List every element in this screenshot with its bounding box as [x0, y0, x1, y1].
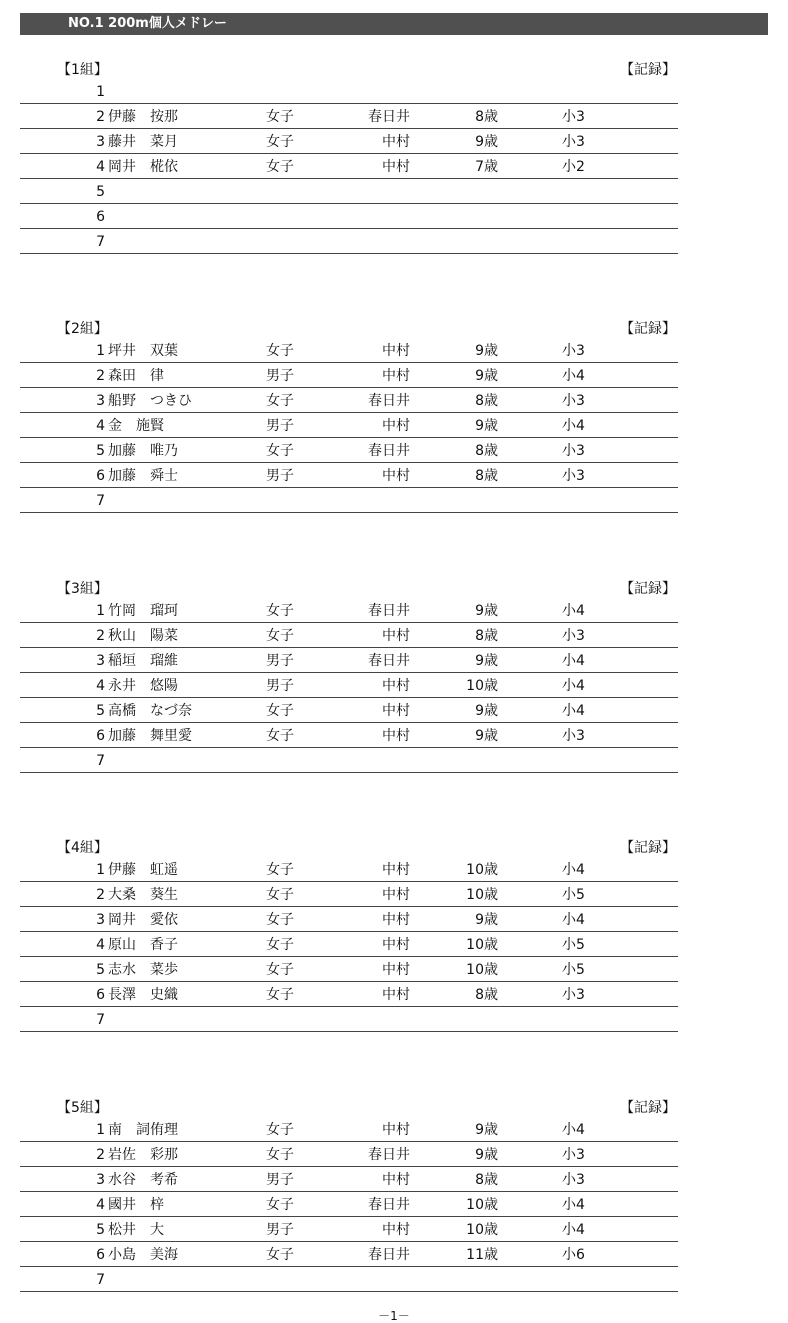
gender: 男子 — [266, 368, 294, 384]
table-row — [0, 154, 788, 179]
gender: 女子 — [266, 343, 294, 359]
group-label: 【5組】 — [57, 1100, 108, 1116]
table-row — [0, 1192, 788, 1217]
swimmer-name: 船野 つきひ — [108, 393, 192, 409]
gender: 女子 — [266, 887, 294, 903]
club: 春日井 — [368, 653, 410, 669]
swimmer-name: 志水 菜歩 — [108, 962, 178, 978]
grade: 小6 — [562, 1247, 585, 1263]
gender: 女子 — [266, 703, 294, 719]
lane-number: 3 — [96, 393, 105, 409]
lane-number: 6 — [96, 468, 105, 484]
lane-number: 3 — [96, 134, 105, 150]
table-row — [0, 907, 788, 932]
gender: 女子 — [266, 1122, 294, 1138]
grade: 小3 — [562, 987, 585, 1003]
lane-number: 5 — [96, 184, 105, 200]
grade: 小3 — [562, 1147, 585, 1163]
lane-number: 3 — [96, 653, 105, 669]
swimmer-name: 加藤 唯乃 — [108, 443, 178, 459]
group-label: 【1組】 — [57, 62, 108, 78]
lane-number: 4 — [96, 159, 105, 175]
gender: 女子 — [266, 912, 294, 928]
age: 9歳 — [475, 703, 498, 719]
table-row — [0, 388, 788, 413]
grade: 小3 — [562, 343, 585, 359]
table-row — [0, 1167, 788, 1192]
club: 中村 — [382, 418, 410, 434]
club: 中村 — [382, 368, 410, 384]
age: 10歳 — [466, 678, 498, 694]
age: 8歳 — [475, 393, 498, 409]
grade: 小4 — [562, 862, 585, 878]
gender: 男子 — [266, 1172, 294, 1188]
swimmer-name: 金 施賢 — [108, 418, 164, 434]
lane-number: 1 — [96, 343, 105, 359]
swimmer-name: 長澤 史織 — [108, 987, 178, 1003]
lane-number: 2 — [96, 109, 105, 125]
grade: 小3 — [562, 134, 585, 150]
grade: 小3 — [562, 1172, 585, 1188]
age: 10歳 — [466, 887, 498, 903]
table-row — [0, 1242, 788, 1267]
age: 10歳 — [466, 937, 498, 953]
table-row — [0, 882, 788, 907]
swimmer-name: 小島 美海 — [108, 1247, 178, 1263]
row-divider — [20, 253, 678, 254]
age: 8歳 — [475, 443, 498, 459]
lane-number: 2 — [96, 1147, 105, 1163]
gender: 男子 — [266, 1222, 294, 1238]
lane-number: 1 — [96, 603, 105, 619]
row-divider — [20, 1031, 678, 1032]
grade: 小3 — [562, 443, 585, 459]
age: 10歳 — [466, 862, 498, 878]
lane-number: 7 — [96, 234, 105, 250]
lane-number: 7 — [96, 753, 105, 769]
age: 9歳 — [475, 728, 498, 744]
club: 中村 — [382, 468, 410, 484]
table-row — [0, 623, 788, 648]
club: 中村 — [382, 862, 410, 878]
club: 中村 — [382, 962, 410, 978]
swimmer-name: 秋山 陽菜 — [108, 628, 178, 644]
club: 中村 — [382, 887, 410, 903]
grade: 小5 — [562, 937, 585, 953]
club: 春日井 — [368, 1197, 410, 1213]
swimmer-name: 國井 梓 — [108, 1197, 164, 1213]
swimmer-name: 原山 香子 — [108, 937, 178, 953]
lane-number: 1 — [96, 1122, 105, 1138]
table-row — [0, 229, 788, 254]
table-row — [0, 857, 788, 882]
grade: 小4 — [562, 703, 585, 719]
swimmer-name: 藤井 菜月 — [108, 134, 178, 150]
lane-number: 6 — [96, 987, 105, 1003]
lane-number: 5 — [96, 703, 105, 719]
club: 中村 — [382, 343, 410, 359]
gender: 女子 — [266, 109, 294, 125]
record-label: 【記録】 — [620, 1100, 676, 1116]
gender: 女子 — [266, 728, 294, 744]
age: 7歳 — [475, 159, 498, 175]
table-row — [0, 932, 788, 957]
row-divider — [20, 772, 678, 773]
table-row — [0, 488, 788, 513]
table-row — [0, 79, 788, 104]
gender: 女子 — [266, 393, 294, 409]
grade: 小2 — [562, 159, 585, 175]
age: 9歳 — [475, 343, 498, 359]
swimmer-name: 竹岡 瑠珂 — [108, 603, 178, 619]
age: 10歳 — [466, 962, 498, 978]
grade: 小4 — [562, 1222, 585, 1238]
grade: 小3 — [562, 468, 585, 484]
table-row — [0, 957, 788, 982]
grade: 小4 — [562, 368, 585, 384]
table-row — [0, 338, 788, 363]
lane-number: 1 — [96, 862, 105, 878]
gender: 女子 — [266, 987, 294, 1003]
club: 春日井 — [368, 393, 410, 409]
age: 8歳 — [475, 628, 498, 644]
club: 中村 — [382, 703, 410, 719]
record-label: 【記録】 — [620, 840, 676, 856]
grade: 小4 — [562, 912, 585, 928]
gender: 女子 — [266, 862, 294, 878]
gender: 男子 — [266, 653, 294, 669]
record-label: 【記録】 — [620, 321, 676, 337]
gender: 男子 — [266, 678, 294, 694]
gender: 女子 — [266, 134, 294, 150]
table-row — [0, 723, 788, 748]
gender: 女子 — [266, 603, 294, 619]
grade: 小3 — [562, 109, 585, 125]
grade: 小3 — [562, 628, 585, 644]
grade: 小4 — [562, 1122, 585, 1138]
lane-number: 3 — [96, 912, 105, 928]
grade: 小3 — [562, 393, 585, 409]
table-row — [0, 413, 788, 438]
table-row — [0, 1007, 788, 1032]
gender: 男子 — [266, 468, 294, 484]
table-row — [0, 698, 788, 723]
swimmer-name: 岩佐 彩那 — [108, 1147, 178, 1163]
age: 10歳 — [466, 1222, 498, 1238]
page-number: －1－ — [378, 1309, 410, 1323]
club: 中村 — [382, 628, 410, 644]
club: 中村 — [382, 1122, 410, 1138]
gender: 女子 — [266, 937, 294, 953]
row-divider — [20, 1291, 678, 1292]
swimmer-name: 加藤 舞里愛 — [108, 728, 192, 744]
swimmer-name: 岡井 椛依 — [108, 159, 178, 175]
age: 9歳 — [475, 653, 498, 669]
lane-number: 6 — [96, 209, 105, 225]
club: 中村 — [382, 1222, 410, 1238]
grade: 小5 — [562, 887, 585, 903]
lane-number: 7 — [96, 1012, 105, 1028]
club: 中村 — [382, 159, 410, 175]
age: 9歳 — [475, 368, 498, 384]
lane-number: 7 — [96, 493, 105, 509]
gender: 男子 — [266, 418, 294, 434]
lane-number: 5 — [96, 1222, 105, 1238]
swimmer-name: 伊藤 按那 — [108, 109, 178, 125]
age: 9歳 — [475, 603, 498, 619]
gender: 女子 — [266, 443, 294, 459]
table-row — [0, 463, 788, 488]
age: 9歳 — [475, 134, 498, 150]
lane-number: 4 — [96, 678, 105, 694]
club: 中村 — [382, 728, 410, 744]
club: 春日井 — [368, 109, 410, 125]
record-label: 【記録】 — [620, 62, 676, 78]
group-label: 【4組】 — [57, 840, 108, 856]
club: 春日井 — [368, 443, 410, 459]
club: 中村 — [382, 1172, 410, 1188]
grade: 小3 — [562, 728, 585, 744]
age: 8歳 — [475, 468, 498, 484]
swimmer-name: 永井 悠陽 — [108, 678, 178, 694]
club: 中村 — [382, 937, 410, 953]
lane-number: 6 — [96, 1247, 105, 1263]
club: 中村 — [382, 678, 410, 694]
record-label: 【記録】 — [620, 581, 676, 597]
grade: 小4 — [562, 653, 585, 669]
table-row — [0, 104, 788, 129]
club: 春日井 — [368, 1247, 410, 1263]
table-row — [0, 598, 788, 623]
age: 9歳 — [475, 912, 498, 928]
age: 8歳 — [475, 1172, 498, 1188]
age: 11歳 — [466, 1247, 498, 1263]
event-title: NO.1 200m個人メドレー — [20, 13, 768, 35]
lane-number: 2 — [96, 368, 105, 384]
lane-number: 1 — [96, 84, 105, 100]
gender: 女子 — [266, 1197, 294, 1213]
table-row — [0, 1217, 788, 1242]
row-divider — [20, 512, 678, 513]
grade: 小4 — [562, 603, 585, 619]
swimmer-name: 大桑 葵生 — [108, 887, 178, 903]
swimmer-name: 高橋 なづ奈 — [108, 703, 192, 719]
swimmer-name: 水谷 考希 — [108, 1172, 178, 1188]
table-row — [0, 204, 788, 229]
club: 春日井 — [368, 1147, 410, 1163]
grade: 小4 — [562, 418, 585, 434]
gender: 女子 — [266, 159, 294, 175]
table-row — [0, 1117, 788, 1142]
gender: 女子 — [266, 1247, 294, 1263]
table-row — [0, 438, 788, 463]
swimmer-name: 森田 律 — [108, 368, 164, 384]
lane-number: 4 — [96, 418, 105, 434]
swimmer-name: 岡井 愛依 — [108, 912, 178, 928]
grade: 小5 — [562, 962, 585, 978]
lane-number: 2 — [96, 628, 105, 644]
gender: 女子 — [266, 962, 294, 978]
table-row — [0, 982, 788, 1007]
gender: 女子 — [266, 628, 294, 644]
age: 9歳 — [475, 1147, 498, 1163]
grade: 小4 — [562, 1197, 585, 1213]
table-row — [0, 1142, 788, 1167]
swimmer-name: 加藤 舜士 — [108, 468, 178, 484]
club: 春日井 — [368, 603, 410, 619]
group-label: 【3組】 — [57, 581, 108, 597]
table-row — [0, 363, 788, 388]
table-row — [0, 1267, 788, 1292]
swimmer-name: 松井 大 — [108, 1222, 164, 1238]
swimmer-name: 伊藤 虹遥 — [108, 862, 178, 878]
table-row — [0, 648, 788, 673]
club: 中村 — [382, 134, 410, 150]
lane-number: 3 — [96, 1172, 105, 1188]
age: 8歳 — [475, 987, 498, 1003]
lane-number: 4 — [96, 1197, 105, 1213]
lane-number: 6 — [96, 728, 105, 744]
club: 中村 — [382, 987, 410, 1003]
table-row — [0, 673, 788, 698]
age: 9歳 — [475, 418, 498, 434]
lane-number: 2 — [96, 887, 105, 903]
swimmer-name: 南 詞侑理 — [108, 1122, 178, 1138]
lane-number: 5 — [96, 962, 105, 978]
lane-number: 7 — [96, 1272, 105, 1288]
grade: 小4 — [562, 678, 585, 694]
age: 9歳 — [475, 1122, 498, 1138]
table-row — [0, 179, 788, 204]
lane-number: 5 — [96, 443, 105, 459]
swimmer-name: 稲垣 瑠維 — [108, 653, 178, 669]
age: 10歳 — [466, 1197, 498, 1213]
group-label: 【2組】 — [57, 321, 108, 337]
club: 中村 — [382, 912, 410, 928]
swimmer-name: 坪井 双葉 — [108, 343, 178, 359]
age: 8歳 — [475, 109, 498, 125]
lane-number: 4 — [96, 937, 105, 953]
table-row — [0, 129, 788, 154]
gender: 女子 — [266, 1147, 294, 1163]
table-row — [0, 748, 788, 773]
